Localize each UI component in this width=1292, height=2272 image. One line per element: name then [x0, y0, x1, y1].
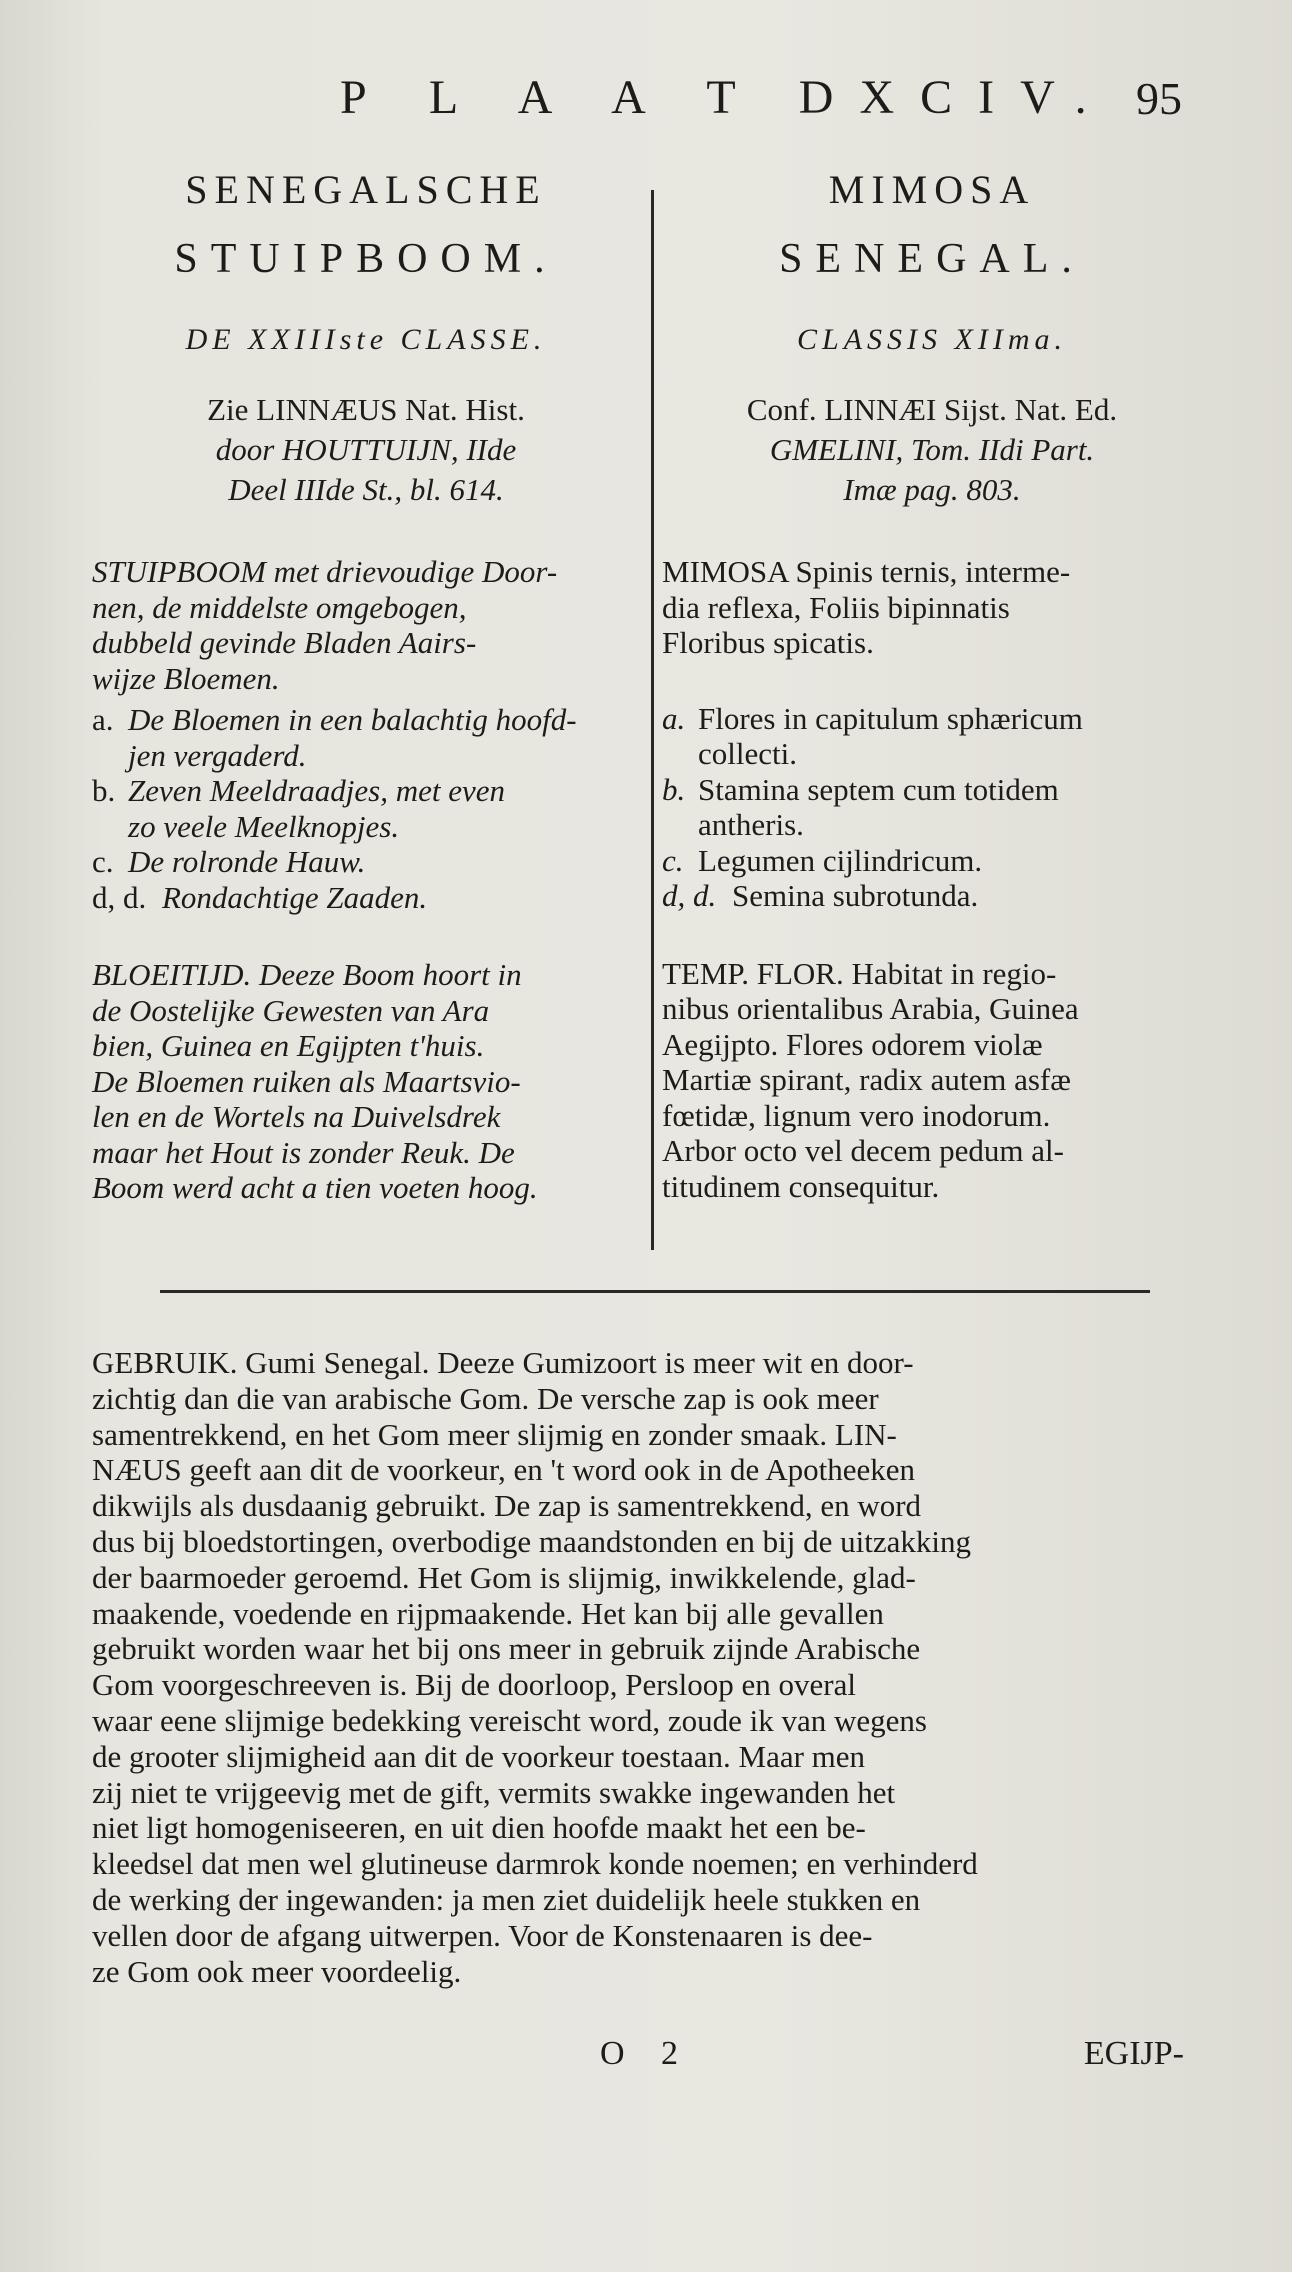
dutch-description: STUIPBOOM met drievoudige Door- nen, de middelste omgebogen, dubbeld gevinde Bladen Aairs- wijze Bloemen. — [92, 554, 558, 696]
page-header — [340, 70, 1232, 130]
list-item: a. De Bloemen in een balachtig hoofd- jen vergaderd. — [92, 702, 577, 773]
page-number: 95 — [1136, 73, 1182, 124]
dutch-reference: Zie LINNÆUS Nat. Hist. door HOUTTUIJN, IIde Deel IIIde St., bl. 614. — [207, 392, 525, 507]
dutch-class: DE XXIIIste CLASSE. — [185, 323, 547, 356]
latin-flowering-time: TEMP. FLOR. Habitat in regio- nibus orientalibus Arabia, Guinea Aegijpto. Flores odorem violæ Martiæ spirant, radix autem asfæ fœtidæ, lignum vero inodorum. Arbor octo vel decem pedum al- titudinem consequitur. — [662, 955, 1079, 1204]
page-footer — [0, 2035, 1292, 2085]
latin-heading-1: MIMOSA — [828, 167, 1036, 212]
catchword: EGIJP- — [1083, 2035, 1184, 2072]
latin-figure-legend — [662, 701, 1202, 914]
list-item: d, d. Rondachtige Zaaden. — [92, 879, 428, 915]
dutch-heading-1: SENEGALSCHE — [185, 167, 547, 212]
signature-mark: O 2 — [600, 2035, 693, 2072]
latin-description: MIMOSA Spinis ternis, interme- dia reflexa, Foliis bipinnatis Floribus spicatis. — [662, 554, 1071, 660]
list-item: c. Legumen cijlindricum. — [662, 842, 983, 878]
usage-paragraph: GEBRUIK. Gumi Senegal. Deeze Gumizoort is meer wit en door- zichtig dan die van arabische Gom. De versche zap is ook meer samentrekkend, en het Gom meer slijmig en zonder smaak. LIN- NÆUS geeft aan dit de voorkeur, en 't word ook in de Apotheeken dikwijls als dusdaanig gebruikt. De zap is samentrekkend, en word dus bij bloedstortingen, overbodige maandstonden en bij de uitzakking der baarmoeder geroemd. Het Gom is slijmig, inwikkelende, glad- maakende, voedende en rijpmaakende. Het kan bij alle gevallen gebruikt worden waar het bij ons meer in gebruik zijnde Arabische Gom voorgeschreeven is. Bij de doorloop, Persloop en overal waar eene slijmige bedekking vereischt word, zoude ik van wegens de grooter slijmigheid aan dit de voorkeur toestaan. Maar men zij niet te vrijgeevig met de gift, vermits swakke ingewanden het niet ligt homogeniseeren, en uit dien hoofde maakt het een be- kleedsel dat men wel glutineuse darmrok konde noemen; en verhinderd de werking der ingewanden: ja men ziet duidelijk heele stukken en vellen door de afgang uitwerpen. Voor de Konstenaaren is dee- ze Gom ook meer voordeelig. — [92, 1345, 978, 1989]
latin-column — [662, 160, 1202, 1204]
dutch-heading-2: STUIPBOOM. — [174, 236, 558, 282]
latin-reference: Conf. LINNÆI Sijst. Nat. Ed. GMELINI, Tom. IIdi Part. Imæ pag. 803. — [746, 392, 1118, 507]
latin-heading-2: SENEGAL. — [779, 236, 1085, 282]
column-divider — [651, 190, 654, 1250]
dutch-figure-legend — [92, 702, 640, 915]
list-item: a. Flores in capitulum sphæricum collecti. — [662, 700, 1083, 771]
horizontal-rule — [160, 1290, 1150, 1293]
list-item: b. Stamina septem cum totidem antheris. — [662, 771, 1059, 842]
dutch-flowering-time: BLOEITIJD. Deeze Boom hoort in de Oostelijke Gewesten van Ara bien, Guinea en Egijpten t'huis. De Bloemen ruiken als Maartsvio- len en de Wortels na Duivelsdrek maar het Hout is zonder Reuk. De Boom werd acht a tien voeten hoog. — [92, 957, 538, 1205]
plate-title: P L A A T DXCIV. — [340, 71, 1113, 124]
list-item: b. Zeven Meeldraadjes, met even zo veele Meelknopjes. — [92, 773, 506, 844]
dutch-column — [92, 160, 640, 1206]
list-item: d, d. Semina subrotunda. — [662, 878, 979, 913]
list-item: c. De rolronde Hauw. — [92, 844, 366, 879]
latin-class: CLASSIS XIIma. — [797, 323, 1067, 356]
